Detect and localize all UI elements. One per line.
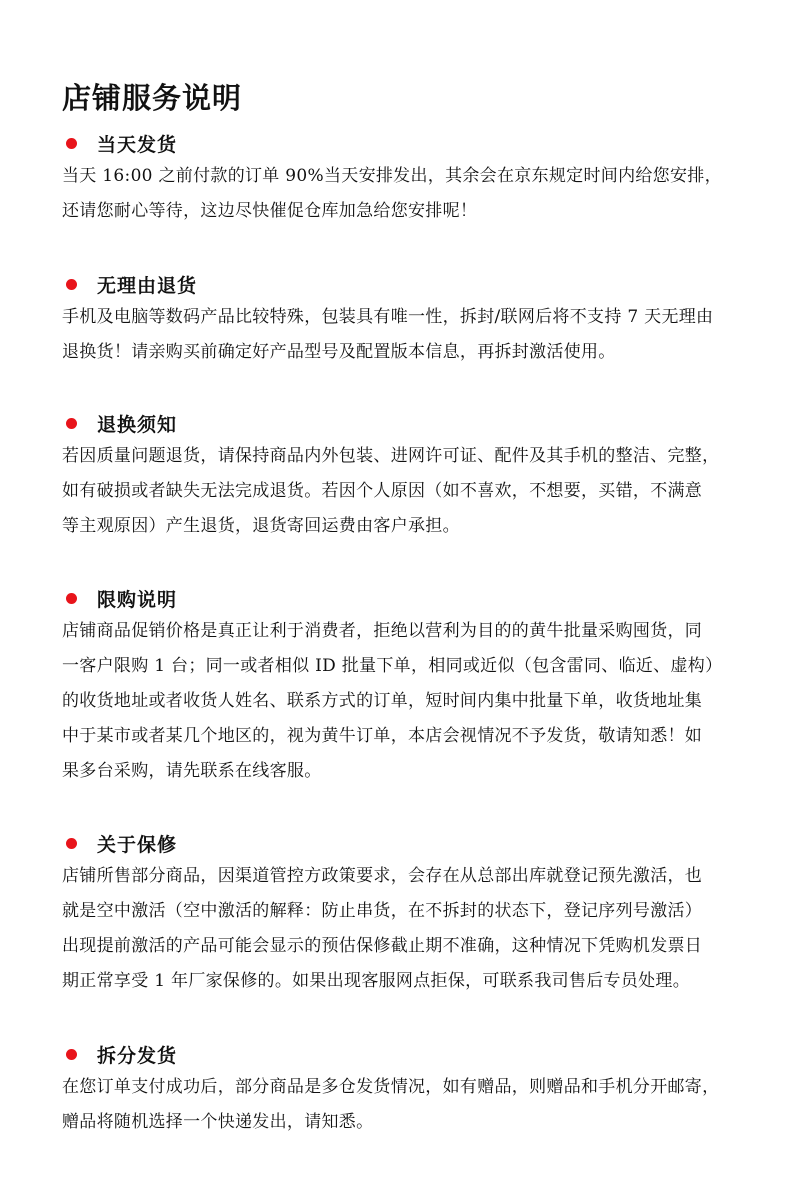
section-header (62, 127, 732, 159)
body-line: 店铺所售部分商品，因渠道管控方政策要求，会存在从总部出库就登记预先激活，也 (62, 866, 703, 886)
body-line: 退换货！请亲购买前确定好产品型号及配置版本信息，再拆封激活使用。 (62, 342, 616, 362)
body-line: 当天 16:00 之前付款的订单 90%当天安排发出，其余会在京东规定时间内给您安排， (62, 166, 722, 186)
body-line: 的收货地址或者收货人姓名、联系方式的订单，短时间内集中批量下单，收货地址集 (62, 691, 703, 711)
section-header (62, 827, 732, 859)
body-line: 中于某市或者某几个地区的，视为黄牛订单，本店会视情况不予发货，敬请知悉！如 (62, 726, 703, 746)
section-body (62, 614, 732, 789)
body-line: 等主观原因）产生退货，退货寄回运费由客户承担。 (62, 516, 460, 536)
section-header (62, 582, 732, 614)
red-dot-icon (66, 838, 77, 849)
section-header (62, 407, 732, 439)
section-warranty (62, 827, 732, 999)
section-body (62, 439, 732, 544)
body-line: 店铺商品促销价格是真正让利于消费者，拒绝以营利为目的的黄牛批量采购囤货，同 (62, 621, 703, 641)
body-line: 若因质量问题退货，请保持商品内外包装、进网许可证、配件及其手机的整洁、完整， (62, 446, 720, 466)
section-purchase-limit (62, 582, 732, 789)
red-dot-icon (66, 1049, 77, 1060)
section-title: 无理由退货 (97, 274, 198, 297)
body-line: 期正常享受 1 年厂家保修的。如果出现客服网点拒保，可联系我司售后专员处理。 (62, 971, 691, 991)
body-line: 还请您耐心等待，这边尽快催促仓库加急给您安排呢！ (62, 201, 478, 221)
body-line: 如有破损或者缺失无法完成退货。若因个人原因（如不喜欢，不想要，买错，不满意 (62, 481, 703, 501)
body-line: 就是空中激活（空中激活的解释：防止串货，在不拆封的状态下，登记序列号激活） (62, 901, 703, 921)
section-no-reason-return (62, 268, 732, 370)
section-title: 关于保修 (97, 833, 178, 856)
red-dot-icon (66, 279, 77, 290)
section-header (62, 1038, 732, 1070)
section-same-day-shipping (62, 127, 732, 229)
body-line: 在您订单支付成功后，部分商品是多仓发货情况，如有赠品，则赠品和手机分开邮寄， (62, 1077, 720, 1097)
section-body (62, 859, 732, 999)
red-dot-icon (66, 593, 77, 604)
section-body (62, 300, 732, 370)
red-dot-icon (66, 138, 77, 149)
section-header (62, 268, 732, 300)
body-line: 果多台采购，请先联系在线客服。 (62, 761, 322, 781)
section-body (62, 1070, 732, 1140)
section-title: 拆分发货 (97, 1044, 178, 1067)
section-split-shipping (62, 1038, 732, 1140)
section-title: 限购说明 (97, 588, 178, 611)
section-body (62, 159, 732, 229)
body-line: 赠品将随机选择一个快递发出，请知悉。 (62, 1112, 374, 1132)
body-line: 一客户限购 1 台；同一或者相似 ID 批量下单，相同或近似（包含雷同、临近、虚构） (62, 656, 723, 676)
section-title: 当天发货 (97, 133, 178, 156)
section-return-notice (62, 407, 732, 544)
section-title: 退换须知 (97, 413, 178, 436)
red-dot-icon (66, 418, 77, 429)
body-line: 出现提前激活的产品可能会显示的预估保修截止期不准确，这种情况下凭购机发票日 (62, 936, 703, 956)
page-title: 店铺服务说明 (62, 81, 243, 115)
body-line: 手机及电脑等数码产品比较特殊，包装具有唯一性，拆封/联网后将不支持 7 天无理由 (62, 307, 714, 327)
